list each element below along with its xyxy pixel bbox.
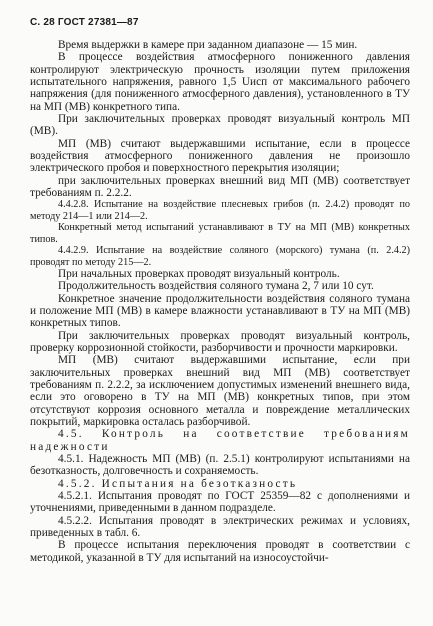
clause-4-5-1: 4.5.1. Надежность МП (МВ) (п. 2.5.1) контролируют испытаниями на безотказность, долговечность и сохраняемость. [30, 453, 410, 478]
paragraph: при заключительных проверках внешний вид МП (МВ) соответствует требованиям п. 2.2.2. [30, 174, 410, 200]
paragraph: МП (МВ) считают выдержавшими испытание, если при заключительных проверках внешний вид МП (МВ) соответствует требованиям п. 2.2.2, за исключением допустимых изменений внешнего вида, если это оговорено в ТУ на МП (МВ) конкретных типов, при этом отсутствуют коррозия основного металла и повреждение металлических покрытий, маркировка осталась разборчивой. [30, 354, 410, 429]
paragraph: При заключительных проверках проводят визуальный контроль МП (МВ). [30, 113, 410, 138]
paragraph: В процессе испытания переключения проводят в соответствии с методикой, указанной в ТУ для испытаний на износоустойчи- [30, 539, 410, 564]
page-header: С. 28 ГОСТ 27381—87 [30, 17, 139, 28]
paragraph: При начальных проверках проводят визуальный контроль. [58, 267, 340, 280]
clause-4-5-2-2: 4.5.2.2. Испытания проводят в электрических режимах и условиях, приведенных в табл. 6. [30, 514, 410, 540]
paragraph: В процессе воздействия атмосферного пониженного давления контролируют электрическую прочность изоляции путем приложения испытательного напряжения, равного 1,5 Uисп от максимального рабочего напряжения (для пониженного атмосферного давления), установленного в ТУ на МП (МВ) конкретного типа. [30, 51, 410, 113]
clause-4-4-2-9: 4.4.2.9. Испытание на воздействие соляного (морского) тумана (п. 2.4.2) проводят по методу 215—2. [30, 245, 410, 268]
paragraph: Конкретный метод испытаний устанавливают в ТУ на МП (МВ) конкретных типов. [30, 222, 410, 245]
clause-4-4-2-8: 4.4.2.8. Испытание на воздействие плесневых грибов (п. 2.4.2) проводят по методу 214—1 или 214—2. [30, 199, 410, 222]
paragraph: Конкретное значение продолжительности воздействия соляного тумана и положение МП (МВ) в камере влажности устанавливают в ТУ на МП (МВ) конкретных типов. [30, 292, 410, 330]
paragraph: При заключительных проверках проводят визуальный контроль, проверку коррозионной стойкости, разборчивости и прочности маркировки. [30, 329, 410, 354]
paragraph: МП (МВ) считают выдержавшими испытание, если в процессе воздействия атмосферного пониженного давления не произошло электрического пробоя и поверхностного перекрытия изоляции; [30, 137, 410, 175]
paragraph: Продолжительность воздействия соляного тумана 2, 7 или 10 сут. [58, 280, 374, 293]
document-body [30, 39, 410, 564]
clause-4-5-2-1: 4.5.2.1. Испытания проводят по ГОСТ 25359—82 с дополнениями и уточнениями, приведенными в данном подразделе. [30, 490, 410, 515]
section-heading-4-5-2: 4.5.2. Испытания на безотказность [58, 477, 298, 490]
paragraph: Время выдержки в камере при заданном диапазоне — 15 мин. [58, 39, 358, 51]
section-heading-4-5: 4.5. Контроль на соответствие требованиям надежности [30, 428, 410, 453]
